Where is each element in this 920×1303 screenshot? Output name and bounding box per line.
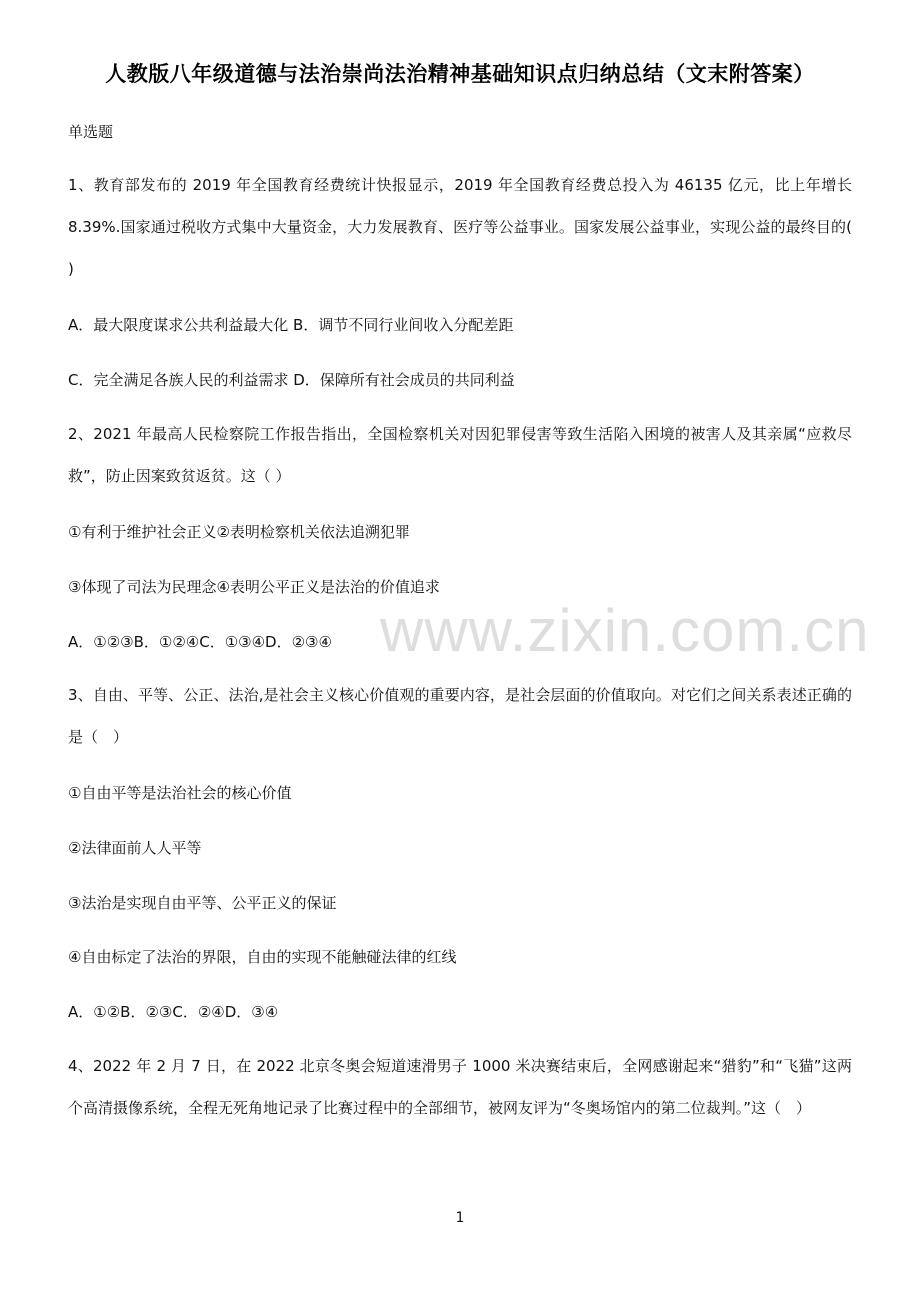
question-1-options-cd: C．完全满足各族人民的利益需求 D．保障所有社会成员的共同利益 [68, 371, 515, 389]
question-2-statements-12: ①有利于维护社会正义②表明检察机关依法追溯犯罪 [68, 523, 410, 541]
question-3-options: A．①②B．②③C．②④D．③④ [68, 1003, 279, 1021]
question-1-stem: 1、教育部发布的 2019 年全国教育经费统计快报显示，2019 年全国教育经费总投入为 46135 亿元，比上年增长 8.39%.国家通过税收方式集中大量资金，大力发展教育、医疗等公益事业。国家发展公益事业，实现公益的最终目的( ) [68, 176, 852, 278]
question-3-statement-1: ①自由平等是法治社会的核心价值 [68, 784, 292, 802]
watermark: www.zixin.com.cn [380, 597, 870, 664]
question-4-stem: 4、2022 年 2 月 7 日，在 2022 北京冬奥会短道速滑男子 1000 米决赛结束后，全网感谢起来“猎豹”和“飞猫”这两个高清摄像系统，全程无死角地记录了比赛过程中的全部细节，被网友评为“冬奥场馆内的第二位裁判。”这（ ） [68, 1057, 852, 1117]
question-2-options: A．①②③B．①②④C．①③④D．②③④ [68, 633, 332, 651]
page-number: 1 [455, 1210, 465, 1226]
question-3-statement-3: ③法治是实现自由平等、公平正义的保证 [68, 894, 337, 912]
question-3-statement-2: ②法律面前人人平等 [68, 839, 202, 857]
question-2-statements-34: ③体现了司法为民理念④表明公平正义是法治的价值追求 [68, 578, 440, 596]
document-title: 人教版八年级道德与法治崇尚法治精神基础知识点归纳总结（文末附答案） [105, 62, 815, 86]
section-heading: 单选题 [68, 123, 114, 141]
question-2-stem: 2、2021 年最高人民检察院工作报告指出，全国检察机关对因犯罪侵害等致生活陷入困境的被害人及其亲属“应救尽救”，防止因案致贫返贫。这（ ） [68, 425, 852, 485]
question-3-statement-4: ④自由标定了法治的界限，自由的实现不能触碰法律的红线 [68, 948, 457, 966]
question-3-stem: 3、自由、平等、公正、法治,是社会主义核心价值观的重要内容，是社会层面的价值取向。对它们之间关系表述正确的是（ ） [68, 686, 852, 746]
question-1-options-ab: A．最大限度谋求公共利益最大化 B．调节不同行业间收入分配差距 [68, 316, 514, 334]
